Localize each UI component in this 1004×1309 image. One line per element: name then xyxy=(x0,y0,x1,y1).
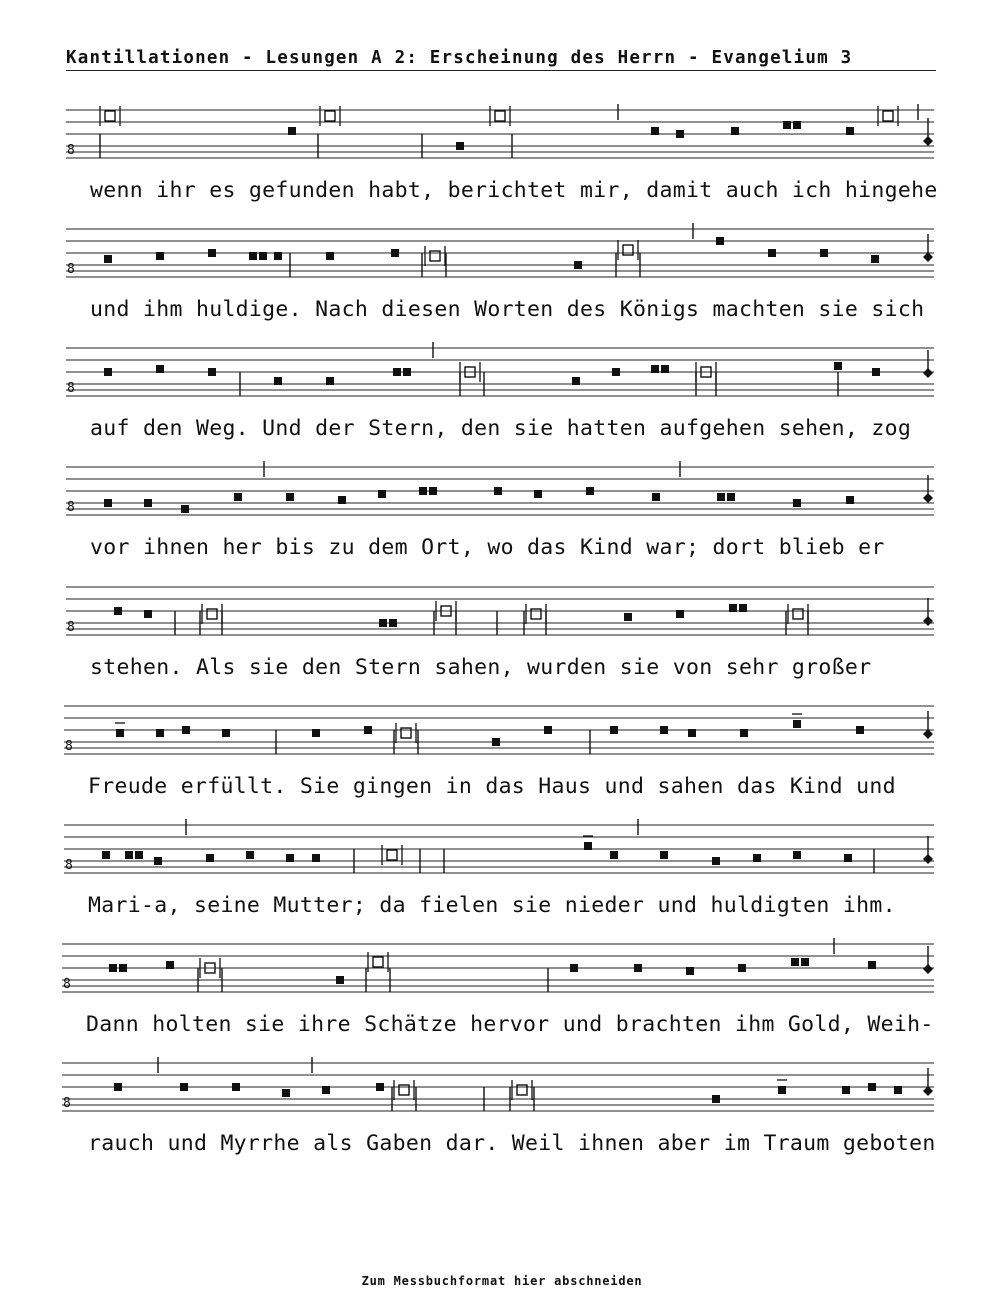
note-square xyxy=(584,842,592,850)
note-square xyxy=(208,368,216,376)
chant-system xyxy=(0,934,1004,1044)
staff xyxy=(0,934,1004,1004)
clef: 8 xyxy=(63,1096,71,1111)
note-square xyxy=(246,851,254,859)
note-square xyxy=(793,121,801,129)
lyric-line: Mari-a, seine Mutter; da fielen sie nieder und huldigten ihm. xyxy=(88,893,896,918)
note-square xyxy=(156,252,164,260)
clef: 8 xyxy=(63,977,71,992)
clef: 8 xyxy=(65,739,73,754)
note-square xyxy=(206,854,214,862)
recitation-note xyxy=(325,111,335,121)
note-square xyxy=(114,1083,122,1091)
note-square xyxy=(717,493,725,501)
note-square xyxy=(326,377,334,385)
staff xyxy=(0,1053,1004,1123)
note-square xyxy=(312,729,320,737)
note-square xyxy=(456,142,464,150)
note-square xyxy=(574,261,582,269)
lyric-line: Freude erfüllt. Sie gingen in das Haus und sahen das Kind und xyxy=(88,774,896,799)
note-square xyxy=(274,252,282,260)
page-header-title: Kantillationen - Lesungen A 2: Erscheinung des Herrn - Evangelium 3 xyxy=(66,48,936,71)
note-square xyxy=(154,857,162,865)
final-note xyxy=(923,616,933,626)
note-square xyxy=(109,964,117,972)
staff xyxy=(0,457,1004,527)
note-square xyxy=(181,505,189,513)
clef: 8 xyxy=(67,143,75,158)
note-square xyxy=(403,368,411,376)
note-square xyxy=(393,368,401,376)
note-square xyxy=(389,619,397,627)
note-square xyxy=(610,726,618,734)
note-square xyxy=(871,255,879,263)
note-square xyxy=(104,368,112,376)
note-square xyxy=(326,252,334,260)
staff xyxy=(0,577,1004,647)
note-square xyxy=(716,237,724,245)
chant-system xyxy=(0,457,1004,567)
clef: 8 xyxy=(67,262,75,277)
note-square xyxy=(156,729,164,737)
lyric-line: und ihm huldige. Nach diesen Worten des Königs machten sie sich xyxy=(90,297,925,322)
chant-system xyxy=(0,338,1004,448)
note-square xyxy=(419,487,427,495)
note-square xyxy=(182,726,190,734)
staff xyxy=(0,338,1004,408)
note-square xyxy=(778,1086,786,1094)
note-square xyxy=(652,493,660,501)
note-square xyxy=(753,854,761,862)
final-note xyxy=(923,493,933,503)
staff xyxy=(0,696,1004,766)
note-square xyxy=(842,1086,850,1094)
note-square xyxy=(729,604,737,612)
note-square xyxy=(712,1095,720,1103)
note-square xyxy=(312,854,320,862)
note-square xyxy=(494,487,502,495)
note-square xyxy=(282,1089,290,1097)
note-square xyxy=(391,249,399,257)
note-square xyxy=(868,961,876,969)
note-square xyxy=(376,1083,384,1091)
cut-line-note: Zum Messbuchformat hier abschneiden xyxy=(361,1274,643,1288)
note-square xyxy=(534,490,542,498)
note-square xyxy=(834,362,842,370)
note-square xyxy=(624,613,632,621)
note-square xyxy=(429,487,437,495)
note-square xyxy=(222,729,230,737)
note-square xyxy=(660,726,668,734)
note-square xyxy=(492,738,500,746)
note-square xyxy=(856,726,864,734)
lyric-line: wenn ihr es gefunden habt, berichtet mir, damit auch ich hingehe xyxy=(90,178,938,203)
note-square xyxy=(894,1086,902,1094)
note-square xyxy=(338,496,346,504)
note-square xyxy=(793,499,801,507)
note-square xyxy=(570,964,578,972)
lyric-line: rauch und Myrrhe als Gaben dar. Weil ihnen aber im Traum geboten xyxy=(88,1131,936,1156)
note-square xyxy=(104,499,112,507)
note-square xyxy=(731,127,739,135)
note-square xyxy=(791,958,799,966)
note-square xyxy=(686,967,694,975)
lyric-line: stehen. Als sie den Stern sahen, wurden sie von sehr großer xyxy=(90,655,872,680)
note-square xyxy=(793,851,801,859)
note-square xyxy=(676,610,684,618)
note-square xyxy=(259,252,267,260)
note-square xyxy=(286,493,294,501)
lyric-line: auf den Weg. Und der Stern, den sie hatten aufgehen sehen, zog xyxy=(90,416,912,441)
recitation-note xyxy=(387,850,397,860)
note-square xyxy=(740,729,748,737)
note-square xyxy=(634,964,642,972)
note-square xyxy=(651,365,659,373)
clef: 8 xyxy=(67,620,75,635)
note-square xyxy=(844,854,852,862)
note-square xyxy=(820,249,828,257)
note-square xyxy=(114,607,122,615)
staff xyxy=(0,219,1004,289)
note-square xyxy=(738,964,746,972)
clef: 8 xyxy=(67,500,75,515)
note-square xyxy=(144,610,152,618)
note-square xyxy=(768,249,776,257)
note-square xyxy=(612,368,620,376)
chant-system xyxy=(0,696,1004,806)
note-square xyxy=(379,619,387,627)
final-note xyxy=(923,368,933,378)
note-square xyxy=(232,1083,240,1091)
note-square xyxy=(868,1083,876,1091)
note-square xyxy=(102,851,110,859)
note-square xyxy=(364,726,372,734)
note-square xyxy=(676,130,684,138)
recitation-note xyxy=(495,111,505,121)
note-square xyxy=(166,961,174,969)
final-note xyxy=(923,964,933,974)
note-square xyxy=(144,499,152,507)
note-square xyxy=(712,857,720,865)
note-square xyxy=(783,121,791,129)
note-square xyxy=(119,964,127,972)
chant-system xyxy=(0,1053,1004,1163)
note-square xyxy=(793,720,801,728)
note-square xyxy=(661,365,669,373)
note-square xyxy=(104,255,112,263)
note-square xyxy=(572,377,580,385)
final-note xyxy=(923,136,933,146)
note-square xyxy=(208,249,216,257)
note-square xyxy=(801,958,809,966)
note-square xyxy=(249,252,257,260)
chant-system xyxy=(0,577,1004,687)
lyric-line: Dann holten sie ihre Schätze hervor und brachten ihm Gold, Weih- xyxy=(86,1012,934,1037)
note-square xyxy=(846,496,854,504)
note-square xyxy=(322,1086,330,1094)
chant-system xyxy=(0,100,1004,210)
note-square xyxy=(288,127,296,135)
note-square xyxy=(234,493,242,501)
note-square xyxy=(846,127,854,135)
recitation-note xyxy=(883,111,893,121)
note-square xyxy=(125,851,133,859)
chant-system xyxy=(0,219,1004,329)
note-square xyxy=(651,127,659,135)
final-note xyxy=(923,854,933,864)
note-square xyxy=(610,851,618,859)
note-square xyxy=(688,729,696,737)
note-square xyxy=(586,487,594,495)
note-square xyxy=(336,976,344,984)
note-square xyxy=(544,726,552,734)
note-square xyxy=(739,604,747,612)
staff xyxy=(0,100,1004,170)
clef: 8 xyxy=(67,381,75,396)
note-square xyxy=(135,851,143,859)
note-square xyxy=(378,490,386,498)
note-square xyxy=(116,729,124,737)
recitation-note xyxy=(105,111,115,121)
note-square xyxy=(660,851,668,859)
note-square xyxy=(727,493,735,501)
chant-system xyxy=(0,815,1004,925)
staff xyxy=(0,815,1004,885)
note-square xyxy=(286,854,294,862)
recitation-note xyxy=(373,957,383,967)
note-square xyxy=(180,1083,188,1091)
lyric-line: vor ihnen her bis zu dem Ort, wo das Kind war; dort blieb er xyxy=(90,535,885,560)
note-square xyxy=(274,377,282,385)
clef: 8 xyxy=(65,858,73,873)
note-square xyxy=(156,365,164,373)
note-square xyxy=(872,368,880,376)
